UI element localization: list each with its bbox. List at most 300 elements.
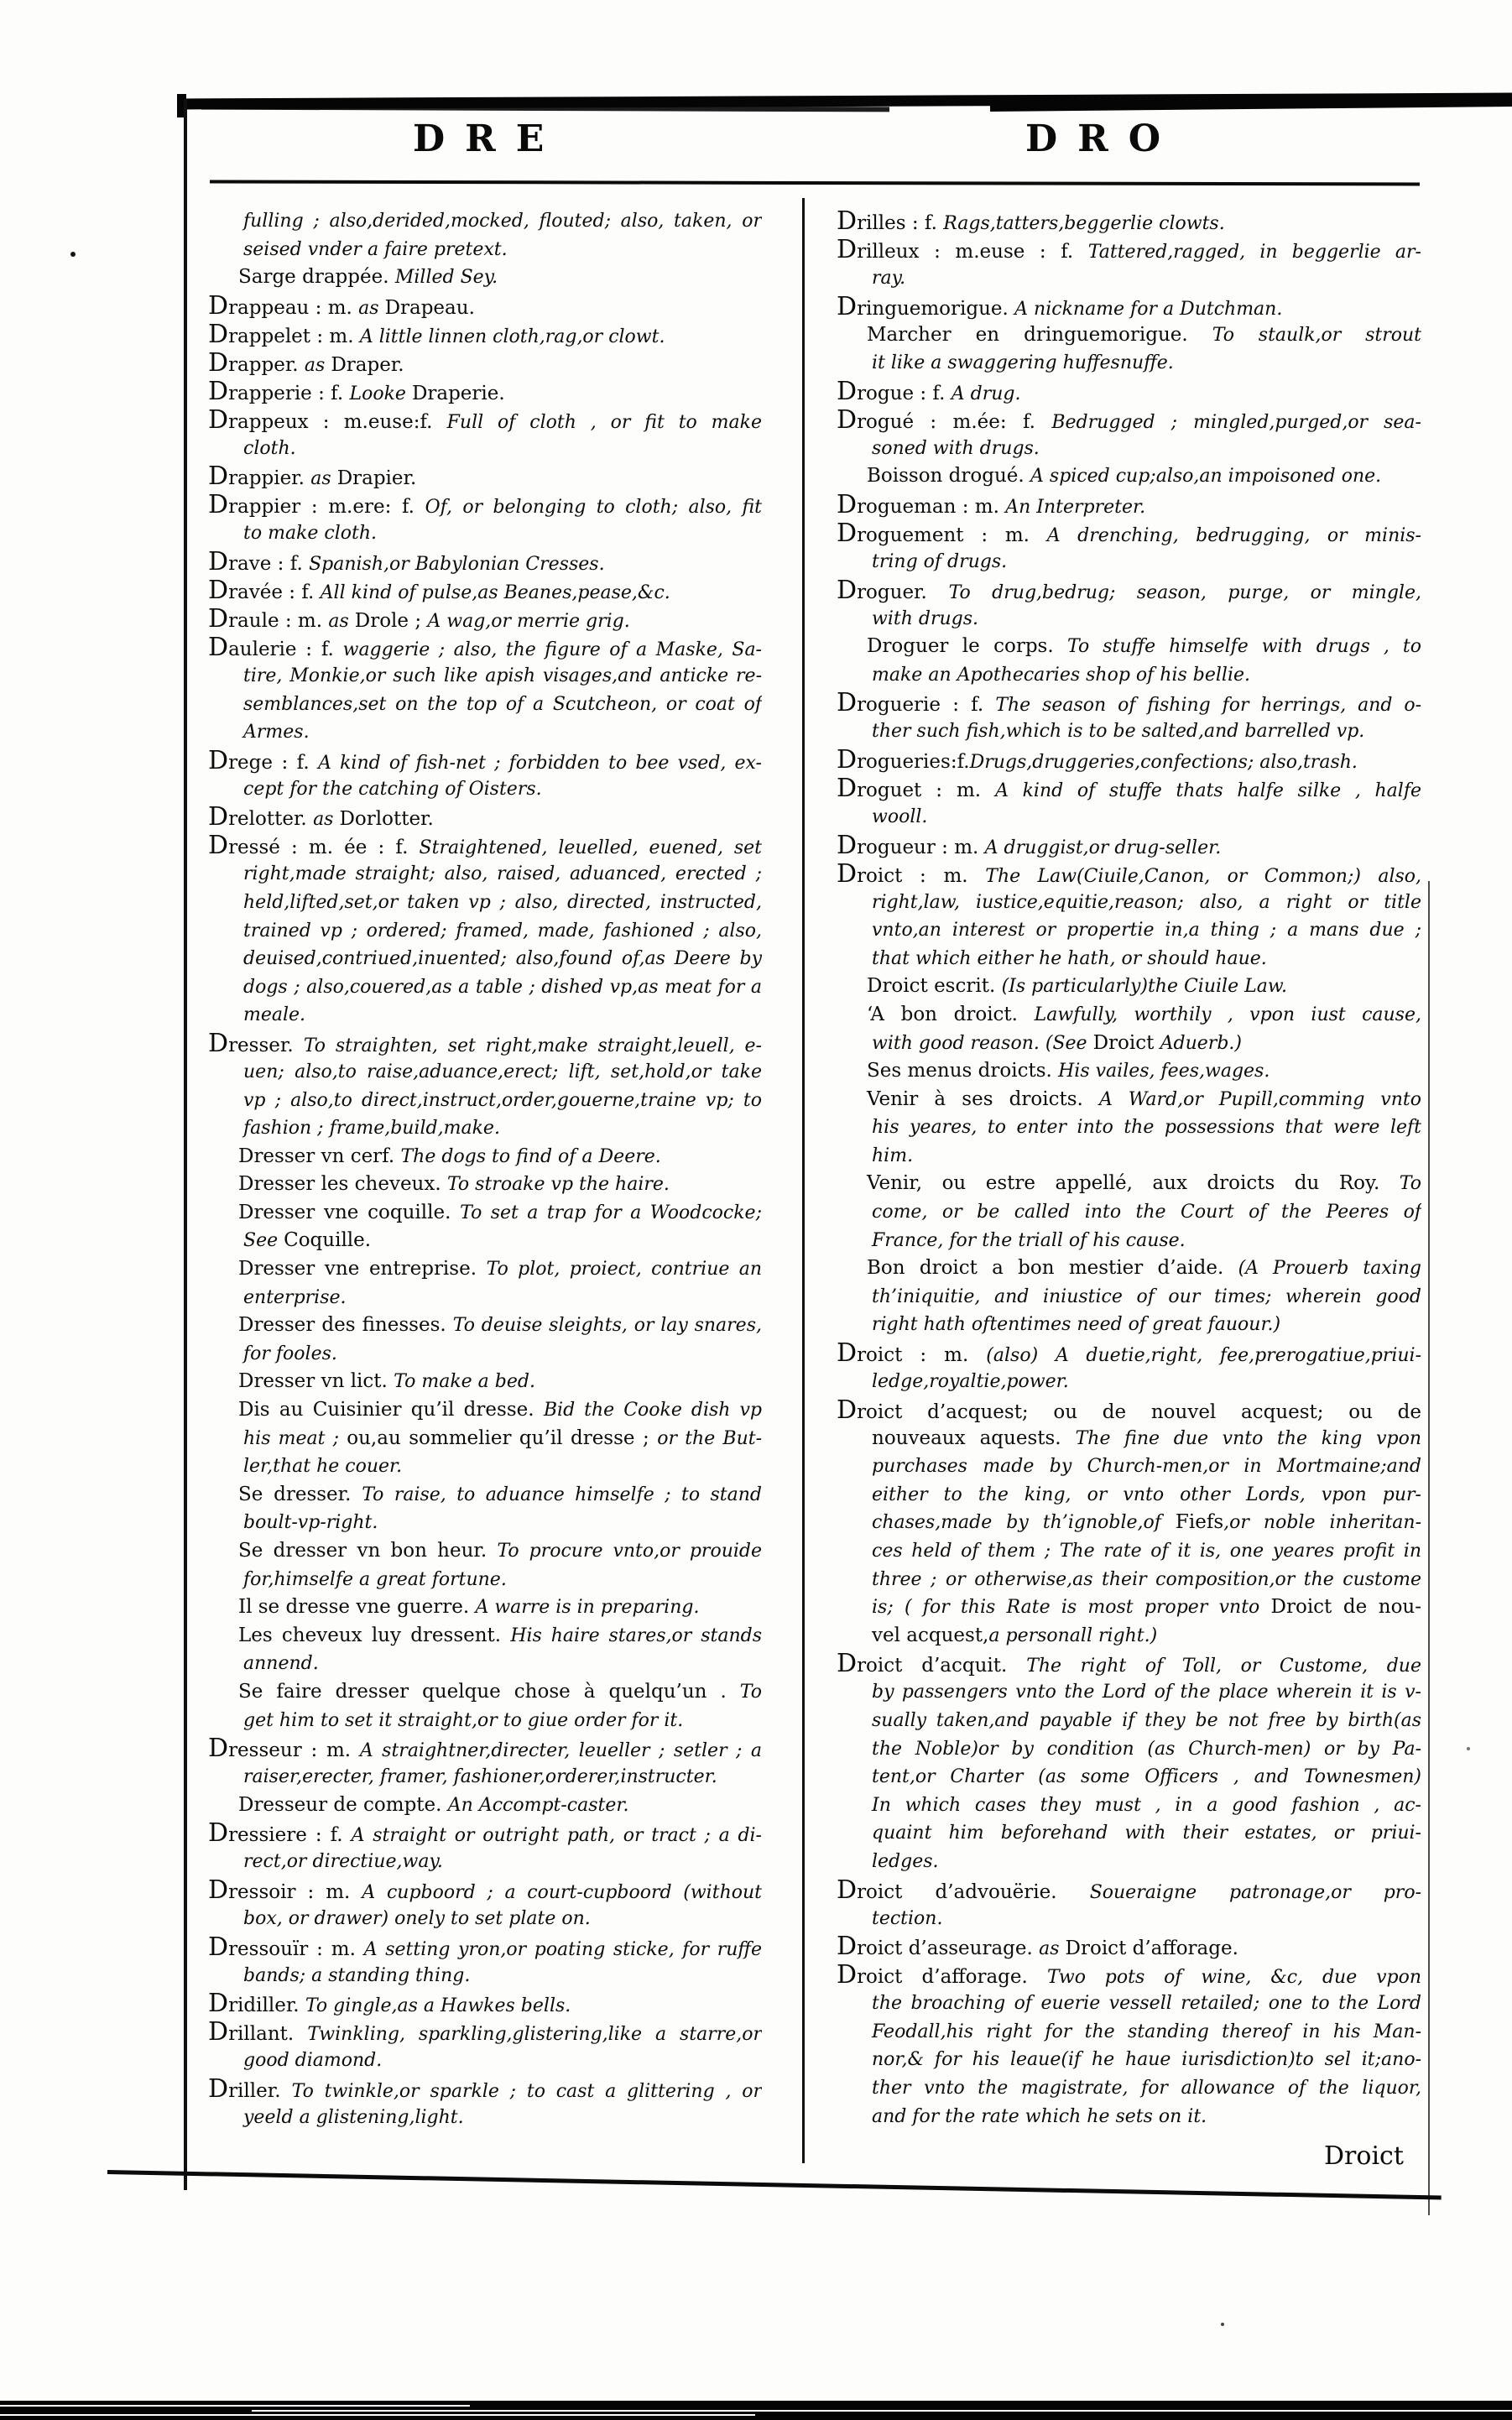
gloss-text: (Is particularly)the Ciuile Law. xyxy=(1001,976,1288,998)
headword-text: ‘A bon droict. xyxy=(867,1003,1035,1025)
gloss-text: Bid the Cooke dish vp xyxy=(543,1400,762,1421)
entry-initial: D xyxy=(208,633,229,662)
dictionary-entry xyxy=(837,576,1421,634)
entry-line xyxy=(837,973,1421,1001)
gloss-text: as xyxy=(313,809,340,831)
gloss-text: Armes. xyxy=(243,722,310,743)
entry-line xyxy=(208,263,762,292)
entry-line xyxy=(837,2046,1421,2074)
dictionary-column-right xyxy=(837,207,1421,2131)
gloss-text: The right of Toll, or Custome, due xyxy=(1026,1656,1421,1677)
gloss-text: Bedrugged ; mingled,purged,or sea- xyxy=(1051,411,1421,433)
headword-text: Droict d’advouërie. xyxy=(837,1875,1090,1905)
headword-text: Droict d’asseurage. xyxy=(837,1932,1040,1962)
entry-line xyxy=(208,832,762,860)
entry-initial: D xyxy=(837,831,858,860)
gloss-text: quaint him beforehand with their estates, or priui- xyxy=(872,1823,1421,1844)
gloss-text: A kind of stuffe thats halfe silke , halfe xyxy=(995,780,1421,801)
entry-line xyxy=(208,2075,762,2104)
gloss-text: Soueraigne patronage,or pro- xyxy=(1089,1881,1421,1903)
headword-text: Drapperie : f. xyxy=(208,377,350,406)
dictionary-entry xyxy=(208,1255,762,1312)
entry-initial: D xyxy=(208,1734,229,1764)
entry-line xyxy=(208,1255,762,1284)
entry-initial: D xyxy=(837,576,858,605)
entry-initial: D xyxy=(208,2074,229,2104)
dictionary-entry xyxy=(208,803,762,832)
entry-line xyxy=(837,889,1421,917)
page-header-left: DRE xyxy=(413,117,565,160)
gloss-text: A drug. xyxy=(951,383,1021,404)
headword-text: Boisson drogué. xyxy=(867,465,1031,488)
headword-text: Dressouïr : m. xyxy=(208,1932,364,1962)
dictionary-entry xyxy=(208,263,762,292)
dictionary-entry xyxy=(208,292,762,321)
gloss-text: A nickname for a Dutchman. xyxy=(1014,298,1283,320)
gloss-text: Milled Sey. xyxy=(394,267,498,289)
dictionary-entry xyxy=(837,1057,1421,1086)
headword-text: Fiefs xyxy=(1175,1511,1224,1534)
headword-text: Se dresser vn bon heur. xyxy=(238,1540,498,1562)
entry-line xyxy=(837,633,1421,661)
headword-text: Drogueries:f. xyxy=(837,745,970,775)
entry-line xyxy=(837,1593,1421,1622)
entry-line xyxy=(208,1876,762,1905)
bottom-edge-band xyxy=(0,2401,1512,2420)
headword-text: Dresser des finesses. xyxy=(238,1314,453,1337)
gloss-text: semblances,set on the top of a Scutcheon, or coat of xyxy=(243,693,762,715)
dictionary-entry xyxy=(208,1876,762,1933)
gloss-text: A kind of fish-net ; forbidden to bee vsed, ex- xyxy=(318,752,762,774)
dictionary-entry xyxy=(208,548,762,576)
gloss-text: A straightner,directer, leueller ; setler ; a xyxy=(359,1740,762,1762)
headword-text: Les cheveux luy dressent. xyxy=(238,1624,511,1646)
gloss-text: vp ; also,to direct,instruct,order,gouerne,traine vp; to xyxy=(243,1089,762,1111)
dictionary-entry xyxy=(208,349,762,378)
headword-text: Droguet : m. xyxy=(837,774,996,803)
entry-line xyxy=(208,1792,762,1820)
dictionary-entry xyxy=(208,1368,762,1396)
gloss-text: To set a trap for a Woodcocke; xyxy=(460,1202,762,1223)
entry-line xyxy=(837,1396,1421,1425)
gloss-text: meale. xyxy=(243,1004,306,1026)
dictionary-entry xyxy=(208,1312,762,1368)
entry-initial: D xyxy=(208,320,229,349)
headword-text: Drogue : f. xyxy=(837,377,952,406)
entry-line xyxy=(208,775,762,804)
gloss-text: A cupboord ; a court-cupboord (without xyxy=(362,1881,762,1903)
entry-line xyxy=(837,293,1421,321)
entry-line xyxy=(208,519,762,548)
headword-text: Dressoir : m. xyxy=(208,1875,362,1905)
headword-text: Drappeux : m.euse:f. xyxy=(208,405,447,435)
dictionary-entry xyxy=(208,1143,762,1171)
dictionary-entry xyxy=(837,236,1421,293)
gloss-text: three ; or otherwise,as their composition,or the custome xyxy=(872,1568,1421,1590)
entry-line xyxy=(837,945,1421,973)
entry-line xyxy=(208,1425,762,1453)
dictionary-entry xyxy=(837,1932,1421,1961)
gloss-text: To raise, to aduance himselfe ; to stand xyxy=(362,1484,762,1505)
dictionary-entry xyxy=(208,1990,762,2018)
dictionary-entry xyxy=(837,406,1421,463)
entry-line xyxy=(837,661,1421,690)
headword-text: Drillant. xyxy=(208,2018,308,2047)
entry-initial: D xyxy=(208,746,229,775)
entry-line xyxy=(208,435,762,463)
gloss-text: To stroake vp the haire. xyxy=(446,1174,670,1196)
gloss-text: soned with drugs. xyxy=(872,437,1040,459)
gloss-text: as xyxy=(358,297,385,319)
gloss-text: waggerie ; also, the figure of a Maske, Sa- xyxy=(342,639,762,660)
entry-line xyxy=(208,1734,762,1763)
entry-line xyxy=(837,832,1421,860)
entry-line xyxy=(208,1481,762,1510)
dictionary-entry xyxy=(208,1396,762,1481)
headword-text: Dridiller. xyxy=(208,1990,305,2019)
gloss-text: trained vp ; ordered; framed, made, fashioned ; also, xyxy=(243,920,762,941)
headword-text: Droguement : m. xyxy=(837,519,1047,548)
entry-line xyxy=(208,917,762,946)
entry-line xyxy=(837,1481,1421,1510)
entry-initial: D xyxy=(837,1395,858,1425)
gloss-text: his yeares, to enter into the possessions that were left xyxy=(872,1117,1421,1139)
headword-text: Dresser vne coquille. xyxy=(238,1201,461,1223)
headword-text: Droict d’afforage. xyxy=(837,1961,1047,1990)
gloss-text: Lawfully, worthily , vpon iust cause, xyxy=(1034,1004,1421,1025)
entry-initial: D xyxy=(208,803,229,832)
headword-text: Drappeau : m. xyxy=(208,291,359,321)
gloss-text: sually taken,and payable if they be not free by birth(as xyxy=(872,1709,1421,1731)
entry-line xyxy=(837,1622,1421,1651)
dictionary-entry xyxy=(208,1537,762,1593)
dictionary-entry xyxy=(837,1086,1421,1171)
gloss-text: A spiced cup;also,an impoisoned one. xyxy=(1030,466,1382,488)
dictionary-entry xyxy=(837,293,1421,321)
dictionary-entry xyxy=(837,1876,1421,1933)
gloss-text: and for the rate which he sets on it. xyxy=(872,2105,1207,2127)
entry-line xyxy=(208,1650,762,1678)
gloss-text: chases,made by th’ignoble,of xyxy=(872,1512,1176,1534)
entry-line xyxy=(208,207,762,236)
gloss-text: good diamond. xyxy=(243,2050,383,2072)
headword-text: Drapper. xyxy=(208,348,305,378)
dictionary-entry xyxy=(837,973,1421,1001)
entry-line xyxy=(208,1312,762,1340)
right-page-border xyxy=(1428,881,1430,2215)
dictionary-column-left xyxy=(208,207,762,2131)
entry-line xyxy=(208,1030,762,1058)
headword-text: Droict d’acquest; ou de nouvel acquest; ou de xyxy=(837,1395,1421,1425)
headword-text: Droict d’afforage. xyxy=(1065,1938,1238,1960)
gloss-text: wooll. xyxy=(872,806,928,827)
gloss-text: His vailes, fees,wages. xyxy=(1058,1061,1270,1082)
dictionary-entry xyxy=(208,207,762,263)
dictionary-entry xyxy=(837,746,1421,775)
gloss-text: rect,or directiue,way. xyxy=(243,1851,443,1873)
entry-line xyxy=(208,1001,762,1030)
entry-initial: D xyxy=(837,377,858,406)
entry-line xyxy=(837,1792,1421,1820)
gloss-text: as xyxy=(304,354,331,376)
entry-line xyxy=(208,2047,762,2075)
dictionary-entry xyxy=(837,1650,1421,1875)
entry-line xyxy=(837,1425,1421,1453)
dictionary-entry xyxy=(208,605,762,634)
gloss-text: enterprise. xyxy=(243,1286,347,1308)
gloss-text: (A Prouerb taxing xyxy=(1238,1258,1421,1280)
headword-text: Drogué : m.ée: f. xyxy=(837,405,1052,435)
entry-initial: D xyxy=(208,491,229,520)
entry-line xyxy=(208,1284,762,1312)
gloss-text: Rags,tatters,beggerlie clowts. xyxy=(943,213,1225,234)
ink-speck xyxy=(1467,1747,1470,1750)
headword-text: Dresser vne entreprise. xyxy=(238,1258,487,1280)
entry-line xyxy=(837,2103,1421,2131)
entry-line xyxy=(837,1283,1421,1312)
entry-line xyxy=(837,548,1421,576)
dictionary-entry xyxy=(837,462,1421,491)
entry-initial: D xyxy=(837,745,858,775)
gloss-text: nor,& for his leaue(if he haue iurisdiction)to sel it;ano- xyxy=(872,2049,1421,2071)
headword-text: Drilleux : m.euse : f. xyxy=(837,236,1088,264)
gloss-text: To straighten, set right,make straight,leuell, e- xyxy=(303,1035,762,1056)
entry-line xyxy=(837,491,1421,519)
gloss-text: A drenching, bedrugging, or minis- xyxy=(1046,524,1421,546)
entry-initial: D xyxy=(837,1932,858,1962)
headword-text: Dresser vn lict. xyxy=(238,1370,394,1393)
dictionary-entry xyxy=(208,1734,762,1792)
gloss-text: or the But- xyxy=(657,1427,762,1449)
entry-line xyxy=(208,378,762,406)
entry-line xyxy=(837,1001,1421,1030)
entry-line xyxy=(208,1058,762,1087)
ink-speck xyxy=(70,252,76,257)
gloss-text: ther vnto the magistrate, for allowance of the liquor, xyxy=(872,2077,1421,2099)
entry-line xyxy=(208,1143,762,1171)
entry-line xyxy=(837,1142,1421,1171)
headword-text: Dresser. xyxy=(208,1029,304,1058)
entry-line xyxy=(837,1057,1421,1086)
entry-line xyxy=(208,1905,762,1933)
gloss-text: Spanish,or Babylonian Cresses. xyxy=(309,553,605,575)
gloss-text: To deuise sleights, or lay snares, xyxy=(452,1315,762,1337)
headword-text: Coquille. xyxy=(284,1229,372,1252)
gloss-text: as xyxy=(1039,1938,1066,1960)
headword-text: Dravée : f. xyxy=(208,576,321,605)
gloss-text: annend. xyxy=(243,1653,319,1675)
dictionary-entry xyxy=(208,2075,762,2132)
entry-line xyxy=(837,775,1421,803)
headword-text: Dressé : m. ée : f. xyxy=(208,832,420,861)
dictionary-entry xyxy=(208,1481,762,1537)
dictionary-entry xyxy=(208,832,762,1030)
dictionary-entry xyxy=(837,1001,1421,1057)
entry-line xyxy=(837,1086,1421,1114)
entry-line xyxy=(208,1678,762,1707)
gloss-text: Straightened, leuelled, euened, set xyxy=(419,837,762,859)
gloss-text: tire, Monkie,or such like apish visages,and anticke re- xyxy=(243,665,762,686)
gloss-text: A druggist,or drug-seller. xyxy=(984,837,1222,858)
entry-line xyxy=(208,1933,762,1962)
gloss-text: Twinkling, sparkling,glistering,like a starre,or xyxy=(307,2024,762,2046)
gloss-text: To twinkle,or sparkle ; to cast a glittering , or xyxy=(291,2080,762,2102)
entry-line xyxy=(208,1396,762,1425)
entry-line xyxy=(208,1227,762,1255)
gloss-text: right hath oftentimes need of great fauour.) xyxy=(872,1314,1281,1336)
headword-text: Droict d’acquit. xyxy=(837,1650,1027,1679)
gloss-text: A wag,or merrie grig. xyxy=(427,610,630,632)
entry-line xyxy=(837,1030,1421,1058)
gloss-text: An Interpreter. xyxy=(1005,496,1146,518)
dictionary-entry xyxy=(837,519,1421,576)
entry-initial: D xyxy=(837,236,858,264)
gloss-text: All kind of pulse,as Beanes,pease,&c. xyxy=(320,582,670,603)
gloss-text: cept for the catching of Oisters. xyxy=(243,778,542,800)
gloss-text: uen; also,to raise,aduance,erect; lift, set,hold,or take xyxy=(243,1061,762,1082)
gloss-text: get him to set it straight,or to giue order for it. xyxy=(243,1709,684,1731)
entry-line xyxy=(208,236,762,264)
entry-line xyxy=(208,634,762,662)
gloss-text: a personall right.) xyxy=(988,1625,1158,1646)
entry-line xyxy=(837,860,1421,889)
gloss-text: is; ( for this Rate is most proper vnto xyxy=(872,1597,1271,1619)
gloss-text: tection. xyxy=(872,1907,943,1929)
entry-line xyxy=(208,576,762,605)
entry-line xyxy=(208,1962,762,1990)
gloss-text: Aduerb.) xyxy=(1160,1032,1242,1054)
entry-line xyxy=(837,462,1421,491)
entry-line xyxy=(208,292,762,321)
entry-line xyxy=(208,321,762,349)
page-header-right: DRO xyxy=(1025,117,1181,160)
dictionary-entry xyxy=(837,1339,1421,1396)
entry-line xyxy=(208,1453,762,1481)
entry-line xyxy=(208,1593,762,1622)
head-rule xyxy=(210,180,1420,185)
gloss-text: the Noble)or by condition (as Church-men) or by Pa- xyxy=(872,1738,1421,1760)
gloss-text: To procure vnto,or prouide xyxy=(497,1541,762,1562)
gloss-text: A warre is in preparing. xyxy=(475,1597,700,1619)
dictionary-entry xyxy=(837,775,1421,832)
gloss-text: purchases made by Church-men,or in Mortmaine;and xyxy=(872,1456,1421,1478)
headword-text: Draper. xyxy=(331,353,404,376)
gloss-text: that which either he hath, or should haue. xyxy=(872,947,1267,969)
gloss-text: A little linnen cloth,rag,or clowt. xyxy=(359,326,665,347)
gloss-text: ledges. xyxy=(872,1850,939,1872)
headword-text: Se dresser. xyxy=(238,1483,362,1505)
headword-text: Drappier. xyxy=(208,462,311,492)
entry-line xyxy=(837,1339,1421,1368)
gloss-text: To xyxy=(739,1681,762,1703)
entry-line xyxy=(208,1114,762,1143)
dictionary-entry xyxy=(837,1170,1421,1254)
dictionary-entry xyxy=(208,462,762,491)
entry-line xyxy=(208,1848,762,1876)
entry-line xyxy=(837,406,1421,435)
entry-line xyxy=(837,1537,1421,1566)
headword-text: Droguer le corps. xyxy=(867,635,1068,658)
headword-text: Dresseur de compte. xyxy=(238,1793,448,1816)
dictionary-entry xyxy=(837,689,1421,746)
entry-initial: D xyxy=(208,1990,229,2019)
entry-initial: D xyxy=(208,291,229,321)
dictionary-entry xyxy=(208,1622,762,1678)
entry-line xyxy=(208,718,762,747)
entry-line xyxy=(837,264,1421,293)
gloss-text: ledge,royaltie,power. xyxy=(872,1371,1069,1393)
dictionary-entry xyxy=(208,747,762,804)
gloss-text: held,lifted,set,or taken vp ; also, directed, instructed, xyxy=(243,891,762,913)
dictionary-entry xyxy=(208,1199,762,1255)
headword-text: Se faire dresser quelque chose à quelqu’un . xyxy=(238,1680,740,1703)
dictionary-entry xyxy=(208,634,762,747)
entry-line xyxy=(837,1990,1421,2018)
catchword: Droict xyxy=(1324,2141,1404,2171)
gloss-text: for,himselfe a great fortune. xyxy=(243,1568,507,1590)
entry-line xyxy=(208,1990,762,2018)
gloss-text: A setting yron,or poating sticke, for ruffe xyxy=(363,1938,762,1960)
gloss-text: his meat ; xyxy=(243,1427,347,1449)
entry-line xyxy=(208,1199,762,1228)
entry-line xyxy=(208,2018,762,2047)
gloss-text: A straight or outright path, or tract ; a di- xyxy=(351,1825,762,1847)
gloss-text: Tattered,ragged, in beggerlie ar- xyxy=(1087,242,1421,263)
gloss-text: with drugs. xyxy=(872,608,979,629)
gloss-text: fulling ; also,derided,mocked, flouted; also, taken, or xyxy=(243,211,762,232)
entry-line xyxy=(208,662,762,691)
gloss-text: To make a bed. xyxy=(394,1371,535,1393)
gloss-text: The dogs to find of a Deere. xyxy=(400,1145,661,1167)
gloss-text: To staulk,or strout xyxy=(1212,324,1421,346)
dictionary-entry xyxy=(208,1933,762,1990)
dictionary-entry xyxy=(837,1396,1421,1651)
entry-line xyxy=(208,1707,762,1735)
entry-initial: D xyxy=(208,1029,229,1058)
dictionary-entry xyxy=(208,378,762,406)
entry-initial: D xyxy=(208,377,229,406)
entry-line xyxy=(837,2074,1421,2103)
headword-text: Droguerie : f. xyxy=(837,689,996,718)
entry-line xyxy=(208,462,762,491)
gloss-text: The Law(Ciuile,Canon, or Common;) also, xyxy=(985,865,1421,887)
entry-line xyxy=(208,1509,762,1537)
entry-initial: D xyxy=(837,774,858,803)
entry-line xyxy=(837,1227,1421,1255)
headword-text: Dresser vn cerf. xyxy=(238,1145,401,1167)
gloss-text: (also) A duetie,right, fee,prerogatiue,priui- xyxy=(986,1345,1421,1367)
entry-initial: D xyxy=(208,576,229,605)
gloss-text: by passengers vnto the Lord of the place wherein it is v- xyxy=(872,1682,1421,1703)
headword-text: Dis au Cuisinier qu’il dresse. xyxy=(238,1399,544,1421)
entry-line xyxy=(208,548,762,576)
dictionary-entry xyxy=(208,1171,762,1199)
entry-line xyxy=(208,2104,762,2132)
entry-line xyxy=(837,1566,1421,1594)
headword-text: Drave : f. xyxy=(208,547,310,576)
headword-text: Draule : m. xyxy=(208,604,329,634)
headword-text: Draperie. xyxy=(411,382,505,404)
headword-text: Venir à ses droicts. xyxy=(867,1087,1099,1110)
headword-text: Drilles : f. xyxy=(837,207,944,236)
gloss-text: raiser,erecter, framer, fashioner,orderer,instructer. xyxy=(243,1766,717,1788)
gloss-text: ray. xyxy=(872,268,906,289)
entry-line xyxy=(837,349,1421,378)
headword-text: Droict : m. xyxy=(837,1339,987,1369)
entry-line xyxy=(837,717,1421,746)
gloss-text: seised vnder a faire pretext. xyxy=(243,238,508,260)
headword-text: Droict escrit. xyxy=(867,975,1002,998)
